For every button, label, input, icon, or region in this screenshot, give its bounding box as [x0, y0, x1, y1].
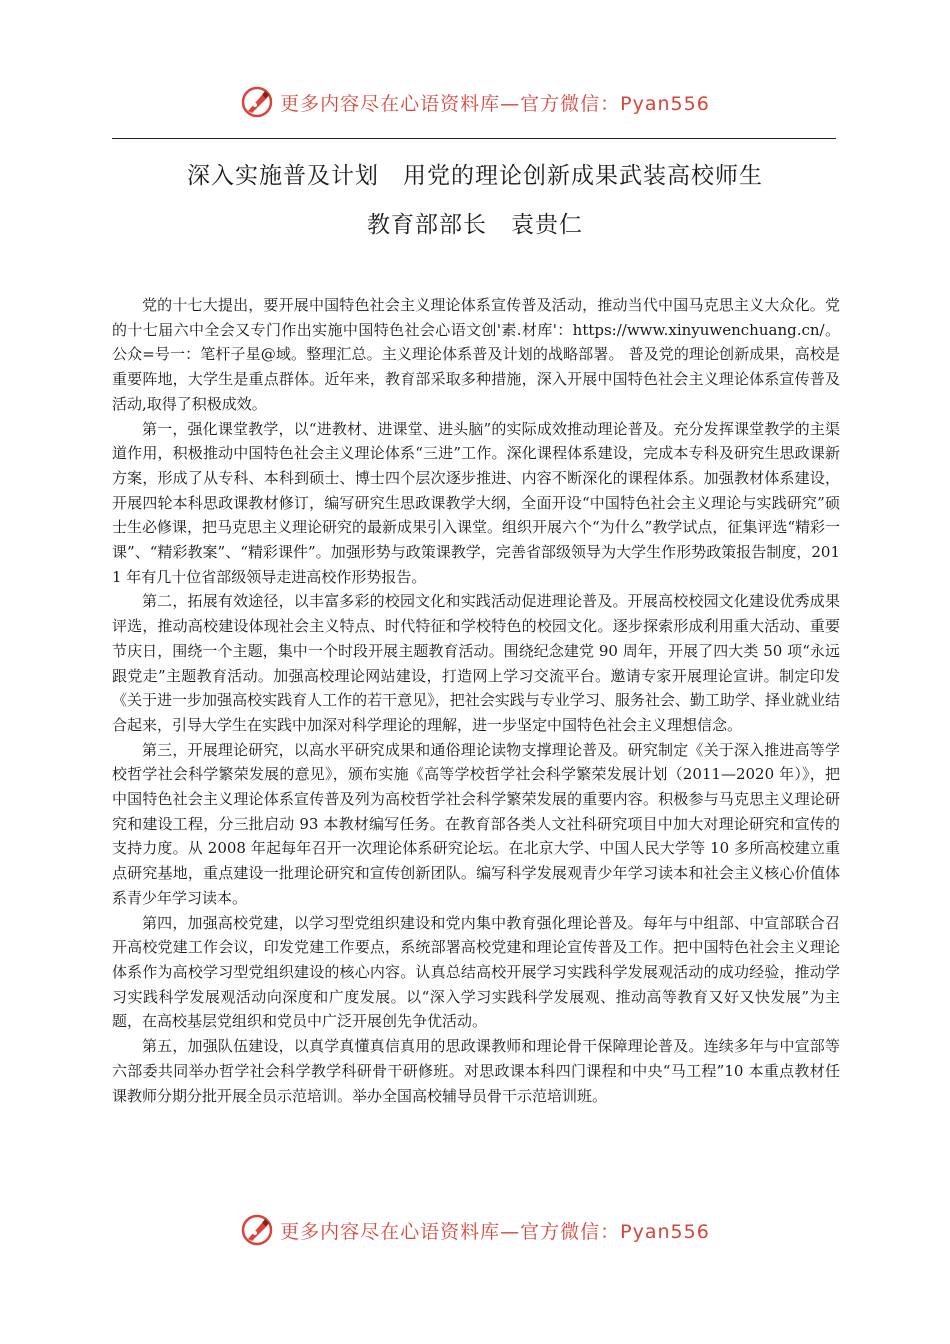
header-banner [0, 80, 950, 124]
paragraph: 第三，开展理论研究，以高水平研究成果和通俗理论读物支撑理论普及。研究制定《关于深入推进高等学校哲学社会科学繁荣发展的意见》，颁布实施《高等学校哲学社会科学繁荣发展计划（2011—2020 年）》，把中国特色社会主义理论体系宣传普及列为高校哲学社会科学繁荣发展的重要内容。积极参与马克思主义理论研究和建设工程，分三批启动 93 本教材编写任务。在教育部各类人文社科研究项目中加大对理论研究和宣传的支持力度。从 2008 年起每年召开一次理论体系研究论坛。在北京大学、中国人民大学等 10 多所高校建立重点研究基地，重点建设一批理论研究和宣传创新团队。编写科学发展观青少年学习读本和社会主义核心价值体系青少年学习读本。 [112, 740, 840, 907]
document-author: 教育部部长 袁贵仁 [367, 212, 583, 238]
paragraph: 第二，拓展有效途径，以丰富多彩的校园文化和实践活动促进理论普及。开展高校校园文化建设优秀成果评选，推动高校建设体现社会主义特点、时代特征和学校特色的校园文化。逐步探索形成利用重大活动、重要节庆日，围绕一个主题，集中一个时段开展主题教育活动。围绕纪念建党 90 周年，开展了四大类 50 项“永远跟党走”主题教育活动。加强高校理论网站建设，打造网上学习交流平台。邀请专家开展理论宣讲。制定印发《关于进一步加强高校实践育人工作的若干意见》，把社会实践与专业学习、服务社会、勤工助学、择业就业结合起来，引导大学生在实践中加深对科学理论的理解，进一步坚定中国特色社会主义理想信念。 [112, 592, 840, 734]
banner-text: 更多内容尽在心语资料库—官方微信：Pyan556 [280, 92, 710, 115]
paragraph: 第五，加强队伍建设，以真学真懂真信真用的思政课教师和理论骨干保障理论普及。连续多年与中宣部等六部委共同举办哲学社会科学教学科研骨干研修班。对思政课本科四门课程和中央“马工程”10 本重点教材任课教师分期分批开展全员示范培训。举办全国高校辅导员骨干示范培训班。 [112, 1037, 840, 1105]
footer-banner [0, 1208, 950, 1252]
banner-text: 更多内容尽在心语资料库—官方微信：Pyan556 [280, 1220, 710, 1243]
paragraph: 党的十七大提出，要开展中国特色社会主义理论体系宣传普及活动，推动当代中国马克思主义大众化。党的十七届六中全会又专门作出实施中国特色社会心语文创'素.材库'：https://www.xinyuwenchuang.cn/。公众=号一：笔杆子星@域。整理汇总。主义理论体系普及计划的战略部署。 普及党的理论创新成果，高校是重要阵地，大学生是重点群体。近年来，教育部采取多种措施，深入开展中国特色社会主义理论体系宣传普及活动,取得了积极成效。 [112, 296, 840, 413]
paragraph: 第四，加强高校党建，以学习型党组织建设和党内集中教育强化理论普及。每年与中组部、中宣部联合召开高校党建工作会议，印发党建工作要点，系统部署高校党建和理论宣传普及工作。把中国特色社会主义理论体系作为高校学习型党组织建设的核心内容。认真总结高校开展学习实践科学发展观活动的成功经验，推动学习实践科学发展观活动向深度和广度发展。以“深入学习实践科学发展观、推动高等教育又好又快发展”为主题，在高校基层党组织和党员中广泛开展创先争优活动。 [112, 913, 840, 1031]
pen-nib-logo-icon [240, 1213, 274, 1247]
document-body [112, 293, 840, 1108]
pen-nib-logo-icon [240, 85, 274, 119]
header-divider [112, 138, 836, 139]
document-title: 深入实施普及计划 用党的理论创新成果武装高校师生 [187, 163, 763, 189]
paragraph: 第一，强化课堂教学，以“进教材、进课堂、进头脑”的实际成效推动理论普及。充分发挥课堂教学的主渠道作用，积极推动中国特色社会主义理论体系“三进”工作。深化课程体系建设，完成本专科及研究生思政课新方案，形成了从专科、本科到硕士、博士四个层次逐步推进、内容不断深化的课程体系。加强教材体系建设，开展四轮本科思政课教材修订，编写研究生思政课教学大纲，全面开设“中国特色社会主义理论与实践研究”硕士生必修课，把马克思主义理论研究的最新成果引入课堂。组织开展六个“为什么”教学试点，征集评选“精彩一课”、“精彩教案”、“精彩课件”。加强形势与政策课教学，完善省部级领导为大学生作形势政策报告制度，2011 年有几十位省部级领导走进高校作形势报告。 [112, 419, 841, 586]
